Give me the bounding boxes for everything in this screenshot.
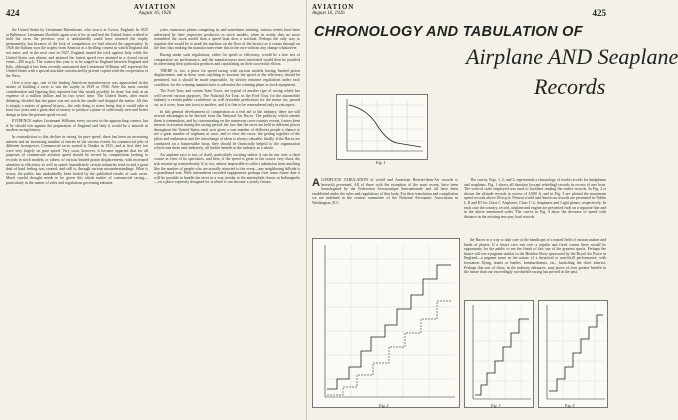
paragraph: Over a year ago, one of the leading American manufacturers was approached in the matter of building a racer to win the trophy in 1929 or 1930. After the most careful consideration and figuring they reported that this would possibly be done, but only at an expense of a million dollars and in two years' time. The United States, after much debating, decided that the game was not worth the candle and dropped the matter. All this is simply a matter of general history—the only thing to stress being that it would take at least two years and a great deal of money to produce a plane of sufficiently new and better design to beat the present speed record. — [6, 80, 148, 117]
figure-2-plot — [313, 239, 459, 407]
left-column-2 — [154, 28, 300, 416]
figure-label: Fig. 3 — [491, 403, 501, 408]
page-number: 425 — [592, 8, 606, 18]
left-page — [0, 0, 307, 420]
paragraph: In this general development of competition as a real aid to the industry, there are still several advantages to be derived from the National Air Races. The publicity which attends them is tremendous, and by concentrating on the numerous cross-country events, fosters keen interest in aviation during the racing period; the fact that the races are held in different places throughout the United States each year gives a vast number of different people a chance to see a great number of airplanes at once, and to view the races: the getting together of the pilots and enthusiasts and the interchange of ideas is always valuable; finally, if the Races are conducted on a businesslike basis, they should be financially helpful to the organization which runs them and, indirectly, all further benefit to the industry as a whole. — [154, 109, 300, 151]
article-title-line-2: Airplane AND Seaplane — [466, 44, 678, 69]
paragraph: An airplane race is not, of itself, particularly exciting unless it can be run over a short course in view of its spectators, and here, if the speed is great or the course very short, the risk mounts up tremendously. It is, too, almost impossible to collect admission from anything like the number of people who are actually attracted to the event—any neighboring hillside is a grandstand seat. With intermittent crowded engagement, perhaps over some future date it will be possible to handle the races in a way similar to the automobile classic at Indianapolis —on a place expressly designed for it where it can become a yearly fixture. — [154, 152, 300, 185]
magazine-title: AVIATION — [133, 3, 177, 11]
left-column-1 — [6, 28, 148, 416]
paragraph: The Ford Tour, and certain State Tours, are typical of another type of racing which has well served various purposes. The National Air Tour, as the Ford Tour, for the automobile industry a certain public confidence in, will favorable predictions for the motor car, passed on, as it were, from one town to another, and it is fine to be remembered only in retrospect. — [154, 89, 300, 107]
figure-4-chart — [538, 300, 608, 408]
figure-2-chart — [312, 238, 460, 408]
right-column-text-2 — [464, 238, 606, 296]
paragraph: the United States by Lieutenant Rittenhouse, who won it at Cowes, England. In 1925 at Baltimore, Lieutenant Doolittle again won it for us and had the United States wished to hold the races the previous year it undoubtedly could have retained the trophy permanently, but because of the lack of competition we had refused the opportunity. In 1926 the Italians won the trophy from America in a thrilling contest in which England did not enter, and in the next race in 1927, England turned the trick against Italy while the United States was absent, and attained the fastest speed ever attained in a closed circuit event—285 m.p.h. The contest this year is to be staged in England between England and Italy, although it has been recently announced that Lieutenant Williams will represent the United States with a special machine constructed by private capital with the cooperation of the Navy. — [6, 28, 148, 78]
paragraph: THERE is, too, a place for speed racing with various models having limited piston displacement, and in these races anything to increase the speed or the efficiency should be permitted, but it should be made impossible, by stricter entrance regulations under each condition, for the winning manufacturer to advertise the winning plane as stock equipment. — [154, 68, 300, 87]
figure-3-plot — [465, 301, 533, 407]
figure-label: Fig. 2 — [379, 403, 389, 408]
record-curve — [327, 301, 451, 395]
running-header — [312, 4, 372, 16]
figure-1-plot — [337, 95, 427, 159]
paragraph: Racing under such regulations, either for speed or efficiency, would be a true test of comparative air performance, and the manufacturers most interested would then be justified in advertising their particular products and capitalizing on their successful efforts. — [154, 52, 300, 67]
right-page — [306, 0, 678, 420]
page-number: 424 — [6, 8, 20, 18]
figure-label: Fig. 4 — [565, 403, 575, 408]
article-title-line-1: CHRONOLOGY AND TABULATION OF — [314, 24, 583, 40]
paragraph: the Races in a way to take care of the handicaps of a mixed field of various makes and kinds of planes. If a future race run over a regular and fixed course there would be opportunity for the public to see the finish of this one of the greatest sports. Perhaps the future will see a pageant similar to the Hendon Show sponsored by the Royal Air Force in England—a pageant more in the nature of a theatrical or non-thrill performance, with formation flying, stunts or battles, bombardments, etc., furnishing the chief interest. Perhaps this sort of show, in the industry advances, may prove of ever greater benefit in the future than our exceedingly worthwhile racing has proved in the past. — [464, 238, 606, 275]
issue-date: August 16, 1926 — [138, 11, 172, 16]
record-curve — [327, 265, 451, 389]
paragraph: EVIDENCE makes Lieutenant Williams every success in the approaching contest, but if he should win against the preparation of England and Italy it would be a miracle in modern racing history. — [6, 119, 148, 133]
paragraph: years, numerous planes competing in, and sometimes winning, various events have been advertised by their respective producers as stock models, when in reality they no more resembled the stock model than a speed boat does a rowboat. Perhaps the only way to regulate this would be to mark the machine on the floor of the factory as it comes through on the line, thus making the manufacturer enter this in the race without any change whatsoever. — [154, 28, 300, 51]
figure-3-chart — [464, 300, 534, 408]
article-title-line-3: Records — [534, 74, 606, 99]
intro-paragraph — [312, 178, 458, 232]
issue-date: August 16, 1926 — [312, 11, 345, 16]
magazine-title: AVIATION — [312, 3, 355, 11]
drop-cap: A — [312, 177, 320, 189]
record-curve — [349, 105, 421, 147]
figure-label: Fig. 1 — [376, 160, 386, 165]
paragraph: In contradiction to this decline in racing for pure speed, there has been an increasing interest and an increasing number of entries in the various events for commercial jobs of different horsepower. Commercial races started at Omaha in 1921, and at first they too were very largely on pure speed. Very soon, however, it became apparent that for all purposes of commercial aviation speed should be served by competitions looking to records in stock models, or others, of various limited piston displacements, with increased attention to efficiency as well as speed. Immediately certain industries tried in and a great deal of hard feeling was created, and still is, through various misunderstandings. What is worse, the public has undoubtedly been fooled by the published results of such races. Much careful thought needs to be given this whole matter of commercial racing—particularly in the matter of rules and regulations governing entrants. — [6, 135, 148, 185]
intro-text: COMPLETE TABULATION of world and American Heavier-than-Air records is herewith presented. All of these with the exception of the most recent, have been homologated by the Federation Aeronautique Internationale and all have been established under the rules and regulations of that body. For their translation and compilation we are indebted to the contest committee of the National Aeronautic Association in Washington, D.C. — [312, 178, 458, 205]
figure-4-plot — [539, 301, 607, 407]
figure-1-chart — [336, 94, 428, 160]
right-column-text — [464, 178, 606, 232]
paragraph: The curves, Figs. 1, 2, and 3, represented a chronology of world records for landplanes and seaplanes. Fig. 1 shows all duration (except refueling) records in excess of one hour. The vertical scale employed was used to facilitate reading the earlier records. In Fig. 2 is shown the altitude records in excess of 3,000 ft. and in Fig. 3 are plotted the maximum speed records above 40 m.p.h. Present world and American records are presented in Tables I, II and III for Class C Airplanes, Class C-2, Seaplanes and Light planes, respectively. In each case the country, record, airplane and engine are presented each on a separate line and in the above mentioned order. The curves in Fig. 4 show the decrease of speed with distance in the existing zero pay load records. — [464, 178, 606, 219]
running-header — [110, 4, 200, 16]
